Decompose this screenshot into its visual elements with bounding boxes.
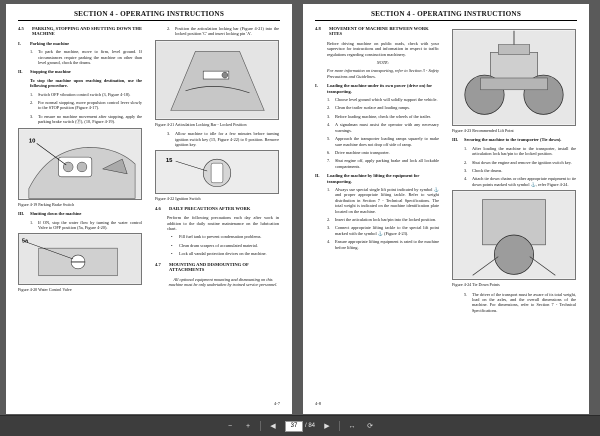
right-page — [303, 4, 589, 414]
list-item: 2. Position the articulation locking bar (Figure 4-21) into the locked position 'C' and insert locking pin 'A'. — [167, 26, 279, 37]
list-item: 6. Drive machine onto transporter. — [327, 149, 390, 155]
zoom-out-icon[interactable]: − — [227, 422, 233, 430]
list-item: 3. Before loading machine, check the wheels of the trailer. — [327, 113, 431, 119]
section-heading: 4.8 MOVEMENT OF MACHINE BETWEEN WORK SITES — [315, 26, 429, 37]
list-item: 1. Choose level ground which will solidly support the vehicle. — [327, 97, 438, 103]
figure-caption: Figure 4-19 Parking Brake Switch — [18, 201, 75, 207]
left-page-column-1 — [18, 26, 142, 297]
section-header: SECTION 4 - OPERATING INSTRUCTIONS — [315, 10, 577, 21]
figure-parking-brake-switch — [18, 128, 142, 200]
left-page — [6, 4, 292, 414]
bullet-item: • Clean drum scrapers of accumulated material. — [171, 242, 258, 248]
list-item: 4. Ensure appropriate lifting equipment is rated to the machine before lifting. — [327, 239, 439, 250]
zoom-in-icon[interactable]: + — [245, 422, 251, 430]
parking-brake-illustration — [19, 129, 141, 199]
tie-down-illustration — [453, 191, 575, 279]
list-item: 4. Attach tie down chains or other appropriate equipment to tie down points marked with symbol ⚓, refer Figure 4-24. — [464, 176, 576, 187]
toolbar-divider — [339, 421, 340, 431]
figure-caption: Figure 4-20 Water Control Valve — [18, 287, 72, 293]
subsection-heading: I. Parking the machine — [18, 40, 70, 46]
page-number: 4-8 — [315, 401, 321, 406]
list-item: 3. Connect appropriate lifting tackle to the special lift point marked with the symbol ⚓ (Figure 4-23). — [327, 225, 439, 236]
next-page-icon[interactable]: ▶ — [324, 423, 330, 430]
page-number-input[interactable]: 37 — [285, 421, 303, 432]
subsection-heading: II. Loading the machine by lifting the equipment for transporting. — [315, 173, 420, 184]
figure-caption: Figure 4-21 Articulation Locking Bar - Locked Position — [155, 121, 247, 127]
intro-text: To stop the machine upon reaching destination, use the following procedure. — [30, 77, 142, 89]
subsection-heading: II. Stopping the machine — [18, 69, 71, 75]
section-header: SECTION 4 - OPERATING INSTRUCTIONS — [18, 10, 280, 21]
body-text: Before driving machine on public roads, check with your supervisor for instructions and information in respect to traffic regulations regarding construction machinery. — [327, 40, 439, 57]
figure-ignition-switch — [155, 150, 279, 194]
page-indicator — [285, 421, 315, 432]
subsection-heading: III. Shutting down the machine — [18, 211, 82, 217]
body-text: Perform the following precautions each day after work in addition to the daily routine maintenance on the lubrication chart. — [167, 215, 279, 232]
figure-caption: Figure 4-24 Tie Down Points — [452, 282, 500, 288]
list-item: 1. If ON, stop the water flow by turning the water control Valve to OFF position (5a, Figure 4-20). — [30, 219, 142, 230]
section-heading: 4.6 DAILY PRECAUTIONS AFTER WORK — [155, 205, 251, 211]
ignition-switch-illustration — [156, 151, 278, 193]
figure-tie-down-points — [452, 190, 576, 280]
list-item: 4. A signalman must assist the operator with any necessary warnings. — [327, 122, 439, 133]
left-page-column-2 — [155, 26, 279, 290]
right-page-column-2 — [452, 26, 576, 316]
callout-10: 10 — [28, 138, 36, 145]
list-item: 3. Chock the drums. — [464, 168, 503, 174]
figure-water-control-valve — [18, 233, 142, 285]
section-heading: 4.7 MOUNTING AND DISMOUNTING OF ATTACHMENTS — [155, 261, 249, 273]
figure-caption: Figure 4-22 Ignition Switch — [155, 196, 201, 202]
subsection-heading: III. Securing the machine to the transporter (Tie down). — [452, 137, 562, 143]
figure-articulation-locking-bar — [155, 40, 279, 120]
list-item: 2. Insert the articulation lock bar/pin into the locked position. — [327, 216, 437, 222]
list-item: 1. To park the machine, move to firm, level ground. If circumstances require parking the machine on other than level ground, chock the drums. — [30, 49, 142, 66]
list-item: 5. The driver of the transport must be aware of its total weight, load on the axles, and the overall dimensions of the machine. For dimensions, refer to Section 7 - Technical Specifications. — [464, 291, 576, 313]
locking-bar-illustration — [156, 41, 278, 119]
water-valve-illustration — [19, 234, 141, 284]
list-item: 1. After loading the machine to the transporter, install the articulation lock bar/pin to the locked position. — [464, 145, 576, 157]
rotate-icon[interactable]: ⟳ — [367, 423, 373, 430]
prev-page-icon[interactable]: ◀ — [270, 423, 276, 430]
note-text: For more information on transporting, refer to Section 3 - Safety Precautions and Guidelines. — [327, 68, 439, 79]
right-page-column-1 — [315, 26, 439, 253]
figure-caption: Figure 4-23 Recommended Lift Point — [452, 128, 514, 133]
callout-15: 15 — [165, 158, 173, 165]
list-item: 2. Clean the trailer surface and loading ramps. — [327, 105, 411, 111]
note-label: NOTE: — [376, 60, 390, 66]
toolbar-divider — [260, 421, 261, 431]
viewer-toolbar — [0, 415, 600, 436]
roller-lift-illustration — [453, 30, 575, 125]
list-item: 1. Always use special single lift point indicated by symbol ⚓ and proper appropriate lifting tackle. Refer to weight distribution in Section 7 - Technical Specifications. The total weight is indicated on the machine identification plate located on the machine. — [327, 186, 439, 214]
list-item: 3. To ensure no machine movement after stopping, apply the parking brake switch (Ⓟ), (10, Figure 4-19). — [30, 113, 142, 125]
bullet-item: • Lock all vandal protection devices on the machine. — [171, 251, 267, 257]
list-item: 7. Shut engine off, apply parking brake and lock all lockable compartments. — [327, 158, 439, 169]
section-heading: 4.5 PARKING, STOPPING AND SHUTTING DOWN THE MACHINE — [18, 26, 143, 37]
body-text-italic: All optional equipment mounting and dismounting on this machine must be only undertaken by trained service personnel. — [168, 276, 278, 287]
callout-5a: 5a — [21, 238, 28, 245]
list-item: 3. Allow machine to idle for a few minutes before turning ignition switch key (15, Figure 4-22) to 0 position. Remove ignition key. — [167, 131, 279, 148]
list-item: 5. Approach the transporter loading ramps squarely to make sure machine does not drop off side of ramp. — [327, 136, 439, 147]
list-item: 2. For normal stopping, move propulsion control lever slowly to the STOP position (Figure 4-17). — [30, 100, 142, 111]
subsection-heading: I. Loading the machine under its own power (drive on) for transporting. — [315, 83, 433, 94]
list-item: 1. Switch OFF vibration control switch (3, Figure 4-18). — [30, 91, 131, 97]
fit-width-icon[interactable]: ↔ — [348, 422, 356, 430]
figure-recommended-lift-point — [452, 29, 576, 126]
page-number: 4-7 — [274, 401, 280, 406]
list-item: 2. Shut down the engine and remove the ignition switch key. — [464, 159, 572, 165]
bullet-item: • Fill fuel tank to prevent condensation problems. — [171, 234, 262, 240]
total-pages: / 84 — [304, 423, 315, 429]
